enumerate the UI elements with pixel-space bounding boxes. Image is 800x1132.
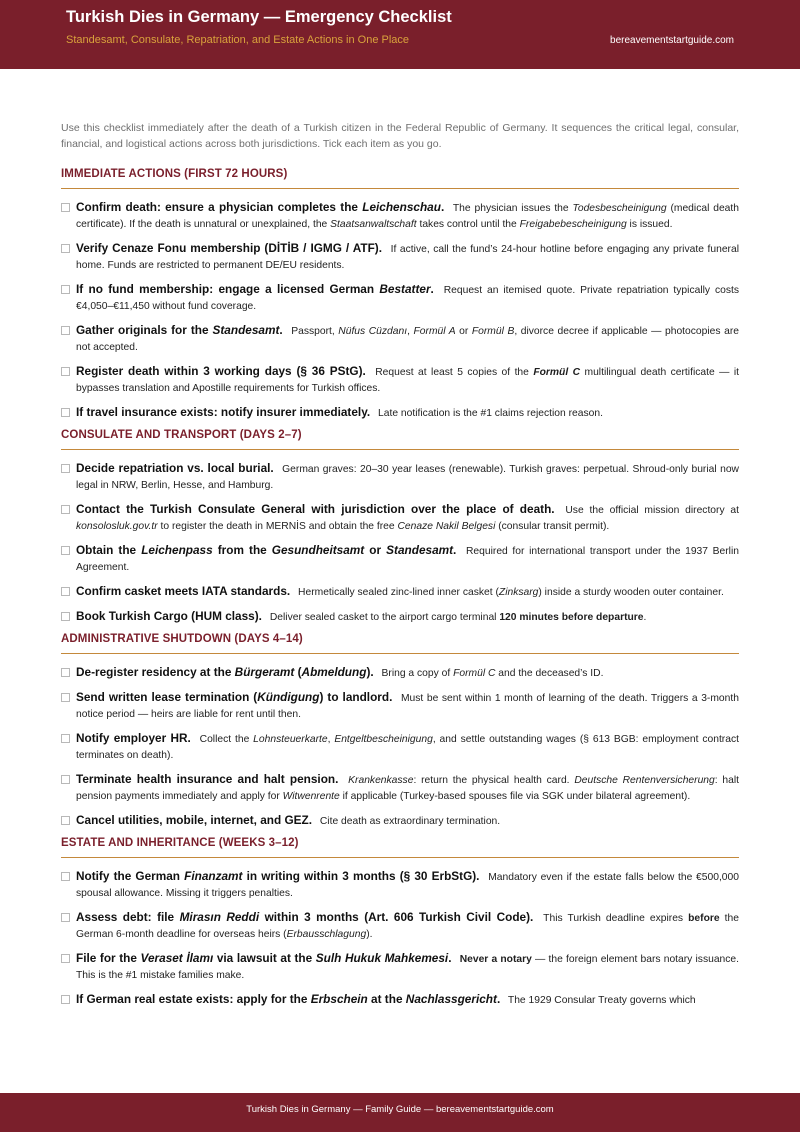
item-body: The physician issues the Todesbescheinigung (medical death certificate). If the death is unnatural or unexplained, the Staatsanwaltschaft takes control until the Freigabebescheinigung is issued. bbox=[76, 203, 739, 230]
checklist-item bbox=[61, 909, 739, 943]
checkbox-icon[interactable] bbox=[61, 367, 70, 376]
item-body: Request at least 5 copies of the Formül C multilingual death certificate — it bypasses translation and Apostille requirements for Turkish offices. bbox=[76, 367, 739, 394]
checkbox-icon[interactable] bbox=[61, 587, 70, 596]
checklist-item bbox=[61, 501, 739, 535]
item-title: If German real estate exists: apply for the Erbschein at the Nachlassgericht. bbox=[76, 992, 501, 1006]
checkbox-icon[interactable] bbox=[61, 816, 70, 825]
item-title: Terminate health insurance and halt pension. bbox=[76, 772, 339, 786]
item-body: Krankenkasse: return the physical health card. Deutsche Rentenversicherung: halt pension payments immediately and apply for Witwenrente if applicable (Turkey-based spouses file via SGK under bilateral agreement). bbox=[76, 775, 740, 802]
item-body: Never a notary — the foreign element bars notary issuance. This is the #1 mistake families make. bbox=[76, 954, 740, 981]
checklist-item bbox=[61, 771, 739, 805]
item-title: Confirm casket meets IATA standards. bbox=[76, 584, 291, 598]
item-title: Notify employer HR. bbox=[76, 731, 191, 745]
item-body: If active, call the fund’s 24-hour hotline before engaging any private funeral home. Funds are restricted to permanent DE/EU residents. bbox=[76, 244, 739, 271]
checkbox-icon[interactable] bbox=[61, 244, 70, 253]
intro-text: Use this checklist immediately after the death of a Turkish citizen in the Federal Republic of Germany. It sequences the critical legal, consular, financial, and logistical actions across both jurisdictions. Tick each item as you go. bbox=[61, 122, 739, 150]
checklist-item bbox=[61, 460, 739, 494]
checklist-item bbox=[61, 583, 739, 601]
section-heading: ESTATE AND INHERITANCE (WEEKS 3–12) bbox=[61, 837, 739, 858]
item-body: Deliver sealed casket to the airport cargo terminal 120 minutes before departure. bbox=[269, 612, 647, 623]
item-body: Must be sent within 1 month of learning of the death. Triggers a 3-month notice period — heirs are liable for rent until then. bbox=[76, 693, 739, 720]
page-footer: Turkish Dies in Germany — Family Guide — bereavementstartguide.com bbox=[0, 1093, 800, 1132]
checklist-section bbox=[61, 633, 739, 830]
item-body: Hermetically sealed zinc-lined inner casket (Zinksarg) inside a sturdy wooden outer container. bbox=[298, 587, 724, 598]
checklist-item bbox=[61, 689, 739, 723]
checklist-section bbox=[61, 168, 739, 422]
checkbox-icon[interactable] bbox=[61, 408, 70, 417]
item-body: Use the official mission directory at konsolosluk.gov.tr to register the death in MERNİS and obtain the free Cenaze Nakil Belgesi (consular transit permit). bbox=[76, 505, 739, 532]
item-title: If no fund membership: engage a licensed German Bestatter. bbox=[76, 282, 434, 296]
checkbox-icon[interactable] bbox=[61, 464, 70, 473]
checkbox-icon[interactable] bbox=[61, 872, 70, 881]
checklist-section bbox=[61, 837, 739, 1009]
section-heading: ADMINISTRATIVE SHUTDOWN (DAYS 4–14) bbox=[61, 633, 739, 654]
item-body: Request an itemised quote. Private repatriation typically costs €4,050–€11,450 without fund coverage. bbox=[76, 285, 739, 312]
item-body: The 1929 Consular Treaty governs which bbox=[507, 995, 696, 1006]
item-title: Send written lease termination (Kündigung) to landlord. bbox=[76, 690, 393, 704]
item-title: Confirm death: ensure a physician completes the Leichenschau. bbox=[76, 200, 445, 214]
item-title: Verify Cenaze Fonu membership (DİTİB / IGMG / ATF). bbox=[76, 241, 383, 255]
item-body: Bring a copy of Formül C and the deceased’s ID. bbox=[381, 668, 604, 679]
item-title: Decide repatriation vs. local burial. bbox=[76, 461, 274, 475]
checkbox-icon[interactable] bbox=[61, 734, 70, 743]
checklist-item bbox=[61, 664, 739, 682]
checklist-item bbox=[61, 199, 739, 233]
checklist-item bbox=[61, 730, 739, 764]
checkbox-icon[interactable] bbox=[61, 954, 70, 963]
item-body: Late notification is the #1 claims rejection reason. bbox=[378, 408, 603, 419]
checkbox-icon[interactable] bbox=[61, 668, 70, 677]
checklist-item bbox=[61, 281, 739, 315]
item-body: Cite death as extraordinary termination. bbox=[319, 816, 501, 827]
item-body: German graves: 20–30 year leases (renewable). Turkish graves: perpetual. Shroud-only burial now legal in NRW, Berlin, Hesse, and Hamburg. bbox=[76, 464, 739, 491]
item-title: Book Turkish Cargo (HUM class). bbox=[76, 609, 262, 623]
item-title: File for the Veraset İlamı via lawsuit at the Sulh Hukuk Mahkemesi. bbox=[76, 951, 452, 965]
page-header bbox=[0, 0, 800, 69]
item-body: This Turkish deadline expires before the German 6-month deadline for overseas heirs (Erbausschlagung). bbox=[76, 913, 739, 940]
checkbox-icon[interactable] bbox=[61, 775, 70, 784]
section-heading: IMMEDIATE ACTIONS (FIRST 72 HOURS) bbox=[61, 168, 739, 189]
checkbox-icon[interactable] bbox=[61, 285, 70, 294]
checkbox-icon[interactable] bbox=[61, 326, 70, 335]
checklist-item bbox=[61, 404, 739, 422]
checklist-sections bbox=[61, 168, 739, 1009]
checkbox-icon[interactable] bbox=[61, 693, 70, 702]
item-body: Mandatory even if the estate falls below the €500,000 spousal allowance. Missing it triggers penalties. bbox=[76, 872, 739, 899]
section-heading: CONSULATE AND TRANSPORT (DAYS 2–7) bbox=[61, 429, 739, 450]
item-title: Contact the Turkish Consulate General with jurisdiction over the place of death. bbox=[76, 502, 555, 516]
checkbox-icon[interactable] bbox=[61, 995, 70, 1004]
item-title: Gather originals for the Standesamt. bbox=[76, 323, 283, 337]
checklist-item bbox=[61, 240, 739, 274]
checkbox-icon[interactable] bbox=[61, 203, 70, 212]
page-title: Turkish Dies in Germany — Emergency Checklist bbox=[66, 8, 452, 26]
site-name: bereavementstartguide.com bbox=[610, 35, 734, 46]
checklist-item bbox=[61, 991, 739, 1009]
checkbox-icon[interactable] bbox=[61, 612, 70, 621]
item-title: Obtain the Leichenpass from the Gesundheitsamt or Standesamt. bbox=[76, 543, 457, 557]
item-title: De-register residency at the Bürgeramt (Abmeldung). bbox=[76, 665, 374, 679]
checklist-content bbox=[61, 120, 739, 1016]
item-title: Cancel utilities, mobile, internet, and GEZ. bbox=[76, 813, 312, 827]
item-title: Register death within 3 working days (§ 36 PStG). bbox=[76, 364, 366, 378]
item-body: Required for international transport under the 1937 Berlin Agreement. bbox=[76, 546, 739, 573]
checklist-item bbox=[61, 950, 739, 984]
checkbox-icon[interactable] bbox=[61, 505, 70, 514]
item-title: Assess debt: file Mirasın Reddi within 3 months (Art. 606 Turkish Civil Code). bbox=[76, 910, 534, 924]
checklist-section bbox=[61, 429, 739, 626]
checklist-item bbox=[61, 868, 739, 902]
item-title: If travel insurance exists: notify insurer immediately. bbox=[76, 405, 371, 419]
page-subtitle: Standesamt, Consulate, Repatriation, and Estate Actions in One Place bbox=[66, 34, 410, 46]
item-body: Collect the Lohnsteuerkarte, Entgeltbescheinigung, and settle outstanding wages (§ 613 BGB: employment contract terminates on death). bbox=[76, 734, 739, 761]
checklist-item bbox=[61, 363, 739, 397]
checkbox-icon[interactable] bbox=[61, 913, 70, 922]
checklist-item bbox=[61, 322, 739, 356]
item-body: Passport, Nüfus Cüzdanı, Formül A or Formül B, divorce decree if applicable — photocopies are not accepted. bbox=[76, 326, 739, 353]
checklist-item bbox=[61, 542, 739, 576]
checklist-item bbox=[61, 812, 739, 830]
checkbox-icon[interactable] bbox=[61, 546, 70, 555]
checklist-item bbox=[61, 608, 739, 626]
item-title: Notify the German Finanzamt in writing within 3 months (§ 30 ErbStG). bbox=[76, 869, 480, 883]
